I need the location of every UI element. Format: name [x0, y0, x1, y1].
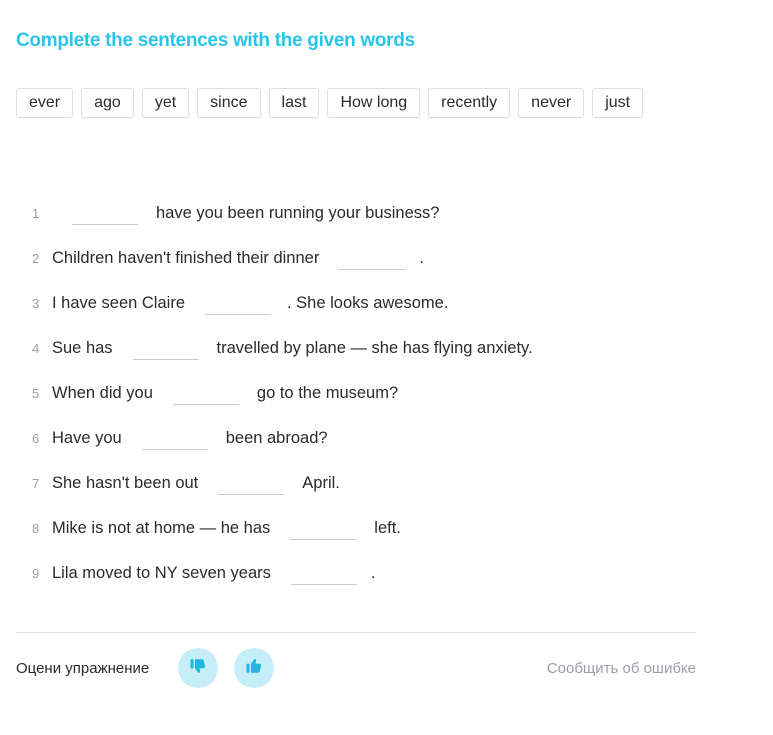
sentence-item	[16, 326, 706, 371]
sentence-item	[16, 551, 706, 596]
like-button[interactable]	[234, 648, 274, 688]
sentence-item	[16, 191, 706, 236]
answer-blank[interactable]	[339, 247, 405, 270]
sentence-number: 9	[32, 566, 40, 581]
sentence-number: 8	[32, 521, 40, 536]
answer-blank[interactable]	[218, 472, 284, 495]
answer-blank[interactable]	[133, 337, 199, 360]
sentence-text-before: Sue has	[52, 339, 113, 357]
sentence-text-before: Lila moved to NY seven years	[52, 564, 271, 582]
answer-blank[interactable]	[173, 382, 239, 405]
sentence-number: 1	[32, 206, 40, 221]
sentence-text-after: left.	[374, 519, 401, 537]
sentence-item	[16, 281, 706, 326]
thumbs-down-icon	[189, 657, 207, 680]
word-chip[interactable]: ever	[16, 88, 73, 118]
word-chip[interactable]: never	[518, 88, 584, 118]
word-chip[interactable]: How long	[327, 88, 420, 118]
answer-blank[interactable]	[142, 427, 208, 450]
word-chip[interactable]: last	[269, 88, 320, 118]
word-chip[interactable]: just	[592, 88, 643, 118]
footer-divider	[16, 632, 696, 633]
sentence-item	[16, 416, 706, 461]
sentence-number: 7	[32, 476, 40, 491]
answer-blank[interactable]	[205, 292, 271, 315]
sentence-text-after: travelled by plane — she has flying anxiety.	[216, 339, 533, 357]
word-bank	[16, 88, 666, 118]
sentence-number: 2	[32, 251, 40, 266]
word-chip[interactable]: ago	[81, 88, 134, 118]
sentence-number: 3	[32, 296, 40, 311]
sentence-text-after: .	[370, 564, 376, 582]
dislike-button[interactable]	[178, 648, 218, 688]
thumbs-up-icon	[245, 657, 263, 680]
word-chip[interactable]: since	[197, 88, 260, 118]
answer-blank[interactable]	[291, 562, 357, 585]
sentence-number: 5	[32, 386, 40, 401]
sentence-text-after: have you been running your business?	[156, 204, 440, 222]
answer-blank[interactable]	[290, 517, 356, 540]
word-chip[interactable]: yet	[142, 88, 189, 118]
sentence-item	[16, 506, 706, 551]
sentence-item	[16, 461, 706, 506]
word-chip[interactable]: recently	[428, 88, 510, 118]
sentence-list	[16, 191, 706, 596]
sentence-text-after: go to the museum?	[256, 384, 399, 402]
sentence-text-before: She hasn't been out	[52, 474, 199, 492]
sentence-item	[16, 371, 706, 416]
sentence-item	[16, 236, 706, 281]
answer-blank[interactable]	[72, 202, 138, 225]
sentence-text-before: When did you	[52, 384, 153, 402]
report-error-link[interactable]: Сообщить об ошибке	[546, 660, 696, 677]
sentence-text-after: .	[419, 249, 424, 267]
sentence-text-before: I have seen Claire	[52, 294, 185, 312]
sentence-text-before: Have you	[52, 429, 122, 447]
sentence-text-before: Children haven't finished their dinner	[52, 249, 320, 267]
sentence-number: 6	[32, 431, 40, 446]
sentence-text-after: . She looks awesome.	[287, 294, 449, 312]
rate-label: Оцени упражнение	[16, 660, 150, 677]
exercise-title: Complete the sentences with the given words	[16, 30, 415, 51]
sentence-text-after: April.	[302, 474, 340, 492]
sentence-text-after: been abroad?	[225, 429, 328, 447]
sentence-text-before: Mike is not at home — he has	[52, 519, 271, 537]
sentence-number: 4	[32, 341, 40, 356]
